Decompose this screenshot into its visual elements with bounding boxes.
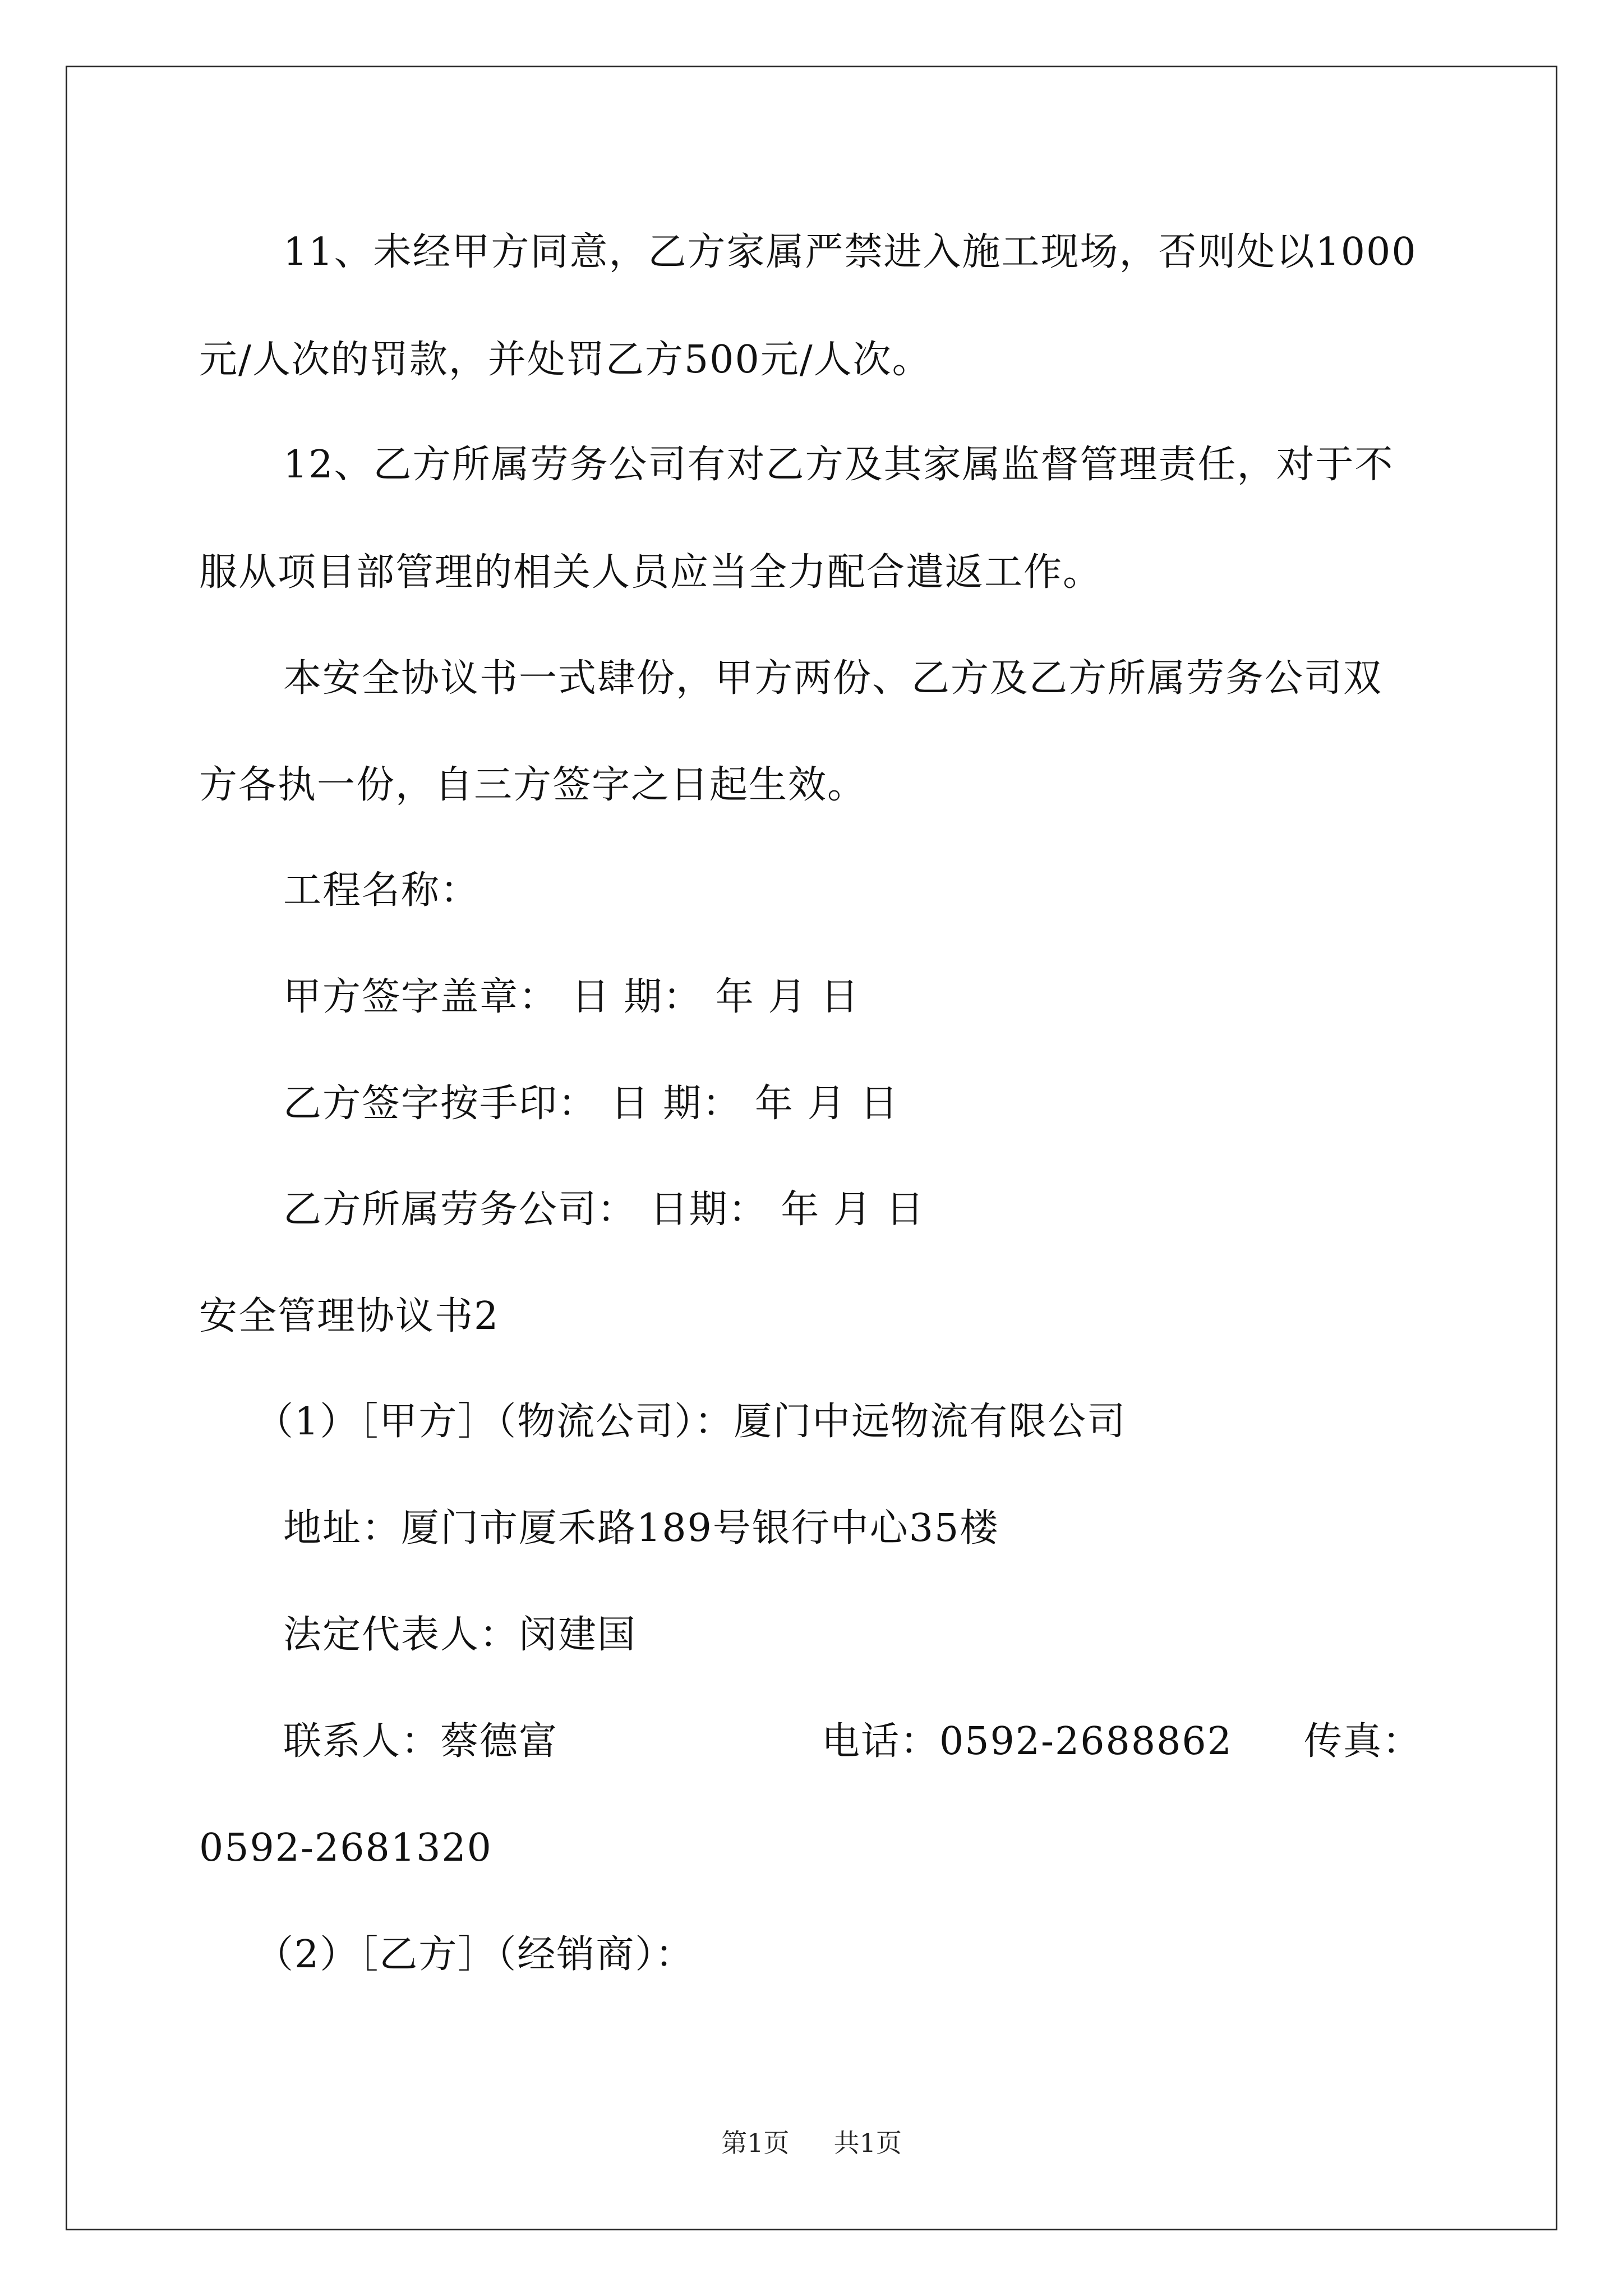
party-b-signature-line: 乙方签字按手印： 日 期： 年 月 日 xyxy=(283,1082,900,1126)
clause-12-line-1: 12、乙方所属劳务公司有对乙方及其家属监督管理责任，对于不 xyxy=(283,443,1394,487)
contact-person: 联系人：蔡德富 xyxy=(283,1719,559,1764)
page-footer xyxy=(0,2126,1623,2160)
fax-number: 0592-2681320 xyxy=(199,1826,492,1870)
legal-representative-line: 法定代表人：闵建国 xyxy=(283,1613,637,1657)
page-number: 第1页 xyxy=(721,2128,790,2158)
clause-11-line-1: 11、未经甲方同意，乙方家属严禁进入施工现场，否则处以1000 xyxy=(283,230,1417,274)
address-line: 地址：厦门市厦禾路189号银行中心35楼 xyxy=(283,1506,999,1550)
clause-11-line-2: 元/人次的罚款，并处罚乙方500元/人次。 xyxy=(199,338,932,382)
page-border xyxy=(66,66,1557,2230)
project-name-label: 工程名称： xyxy=(283,868,480,913)
party-a-heading: （1）［甲方］（物流公司）：厦门中远物流有限公司 xyxy=(255,1400,1127,1444)
copies-line-2: 方各执一份，自三方签字之日起生效。 xyxy=(199,763,867,807)
page-total: 共1页 xyxy=(833,2128,902,2158)
copies-line-1: 本安全协议书一式肆份，甲方两份、乙方及乙方所属劳务公司双 xyxy=(283,656,1383,701)
section-title: 安全管理协议书2 xyxy=(199,1294,500,1338)
clause-12-line-2: 服从项目部管理的相关人员应当全力配合遣返工作。 xyxy=(199,550,1103,595)
fax-label: 传真： xyxy=(1304,1719,1422,1764)
party-b-heading: （2）［乙方］（经销商）： xyxy=(255,1932,695,1977)
party-b-company-signature-line: 乙方所属劳务公司： 日期： 年 月 日 xyxy=(283,1188,925,1232)
phone-number: 电话：0592-2688862 xyxy=(822,1719,1233,1764)
party-a-signature-line: 甲方签字盖章： 日 期： 年 月 日 xyxy=(283,975,860,1019)
